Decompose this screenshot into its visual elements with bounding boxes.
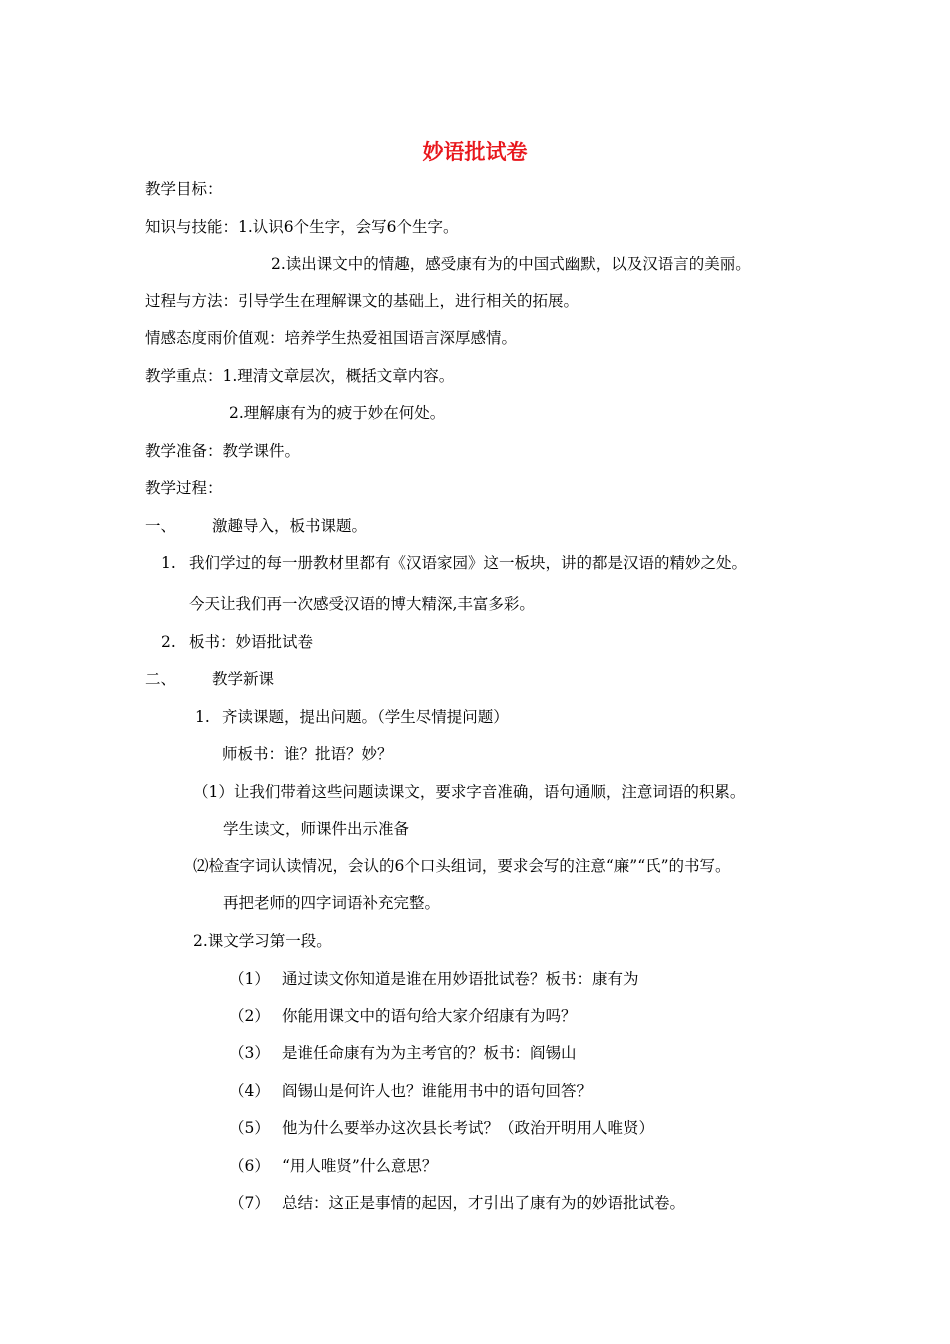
- list-number: 1.: [195, 708, 210, 726]
- question-text: 是谁任命康有为为主考官的？板书：阎锡山: [282, 1044, 577, 1062]
- process-heading: 教学过程：: [145, 479, 223, 497]
- list-text: 我们学过的每一册教材里都有《汉语家园》这一板块，讲的都是汉语的精妙之处。: [189, 554, 748, 572]
- question-text: 你能用课文中的语句给大家介绍康有为吗？: [282, 1007, 577, 1025]
- question-number: （3）: [229, 1044, 270, 1062]
- question-number: （6）: [229, 1157, 270, 1175]
- section-1-item-1-cont: 今天让我们再一次感受汉语的博大精深,丰富多彩。: [189, 595, 535, 613]
- section-2-text: 教学新课: [212, 670, 275, 688]
- step-2-cont: 再把老师的四字词语补充完整。: [223, 894, 441, 912]
- knowledge-skills: 知识与技能：1.认识6个生字，会写6个生字。: [145, 218, 459, 236]
- objectives-heading: 教学目标：: [145, 180, 223, 198]
- section-2-number: 二、: [145, 670, 177, 688]
- list-number: 2.: [161, 633, 176, 651]
- question-number: （4）: [229, 1082, 270, 1100]
- question-number: （2）: [229, 1007, 270, 1025]
- section-2-item-2: 2.课文学习第一段。: [193, 932, 332, 950]
- step-1: （1）让我们带着这些问题读课文，要求字音准确，语句通顺，注意词语的积累。: [193, 783, 746, 801]
- list-text: 板书：妙语批试卷: [189, 633, 314, 651]
- list-text: 齐读课题，提出问题。（学生尽情提问题）: [222, 708, 509, 726]
- question-number: （7）: [229, 1194, 270, 1212]
- question-number: （1）: [229, 970, 270, 988]
- question-text: 通过读文你知道是谁在用妙语批试卷？板书：康有为: [282, 970, 639, 988]
- section-1-text: 激趣导入，板书课题。: [212, 517, 368, 535]
- preparation: 教学准备：教学课件。: [145, 442, 301, 460]
- key-points: 教学重点：1.理清文章层次，概括文章内容。: [145, 367, 455, 385]
- question-text: 他为什么要举办这次县长考试？（政治开明用人唯贤）: [282, 1119, 655, 1137]
- board-writing: 师板书：谁？批语？妙？: [222, 745, 393, 763]
- knowledge-skills-2: 2.读出课文中的情趣，感受康有为的中国式幽默，以及汉语言的美丽。: [271, 255, 751, 273]
- list-number: 1.: [161, 554, 176, 572]
- document-title: 妙语批试卷: [422, 139, 528, 164]
- question-text: 总结：这正是事情的起因，才引出了康有为的妙语批试卷。: [282, 1194, 686, 1212]
- question-number: （5）: [229, 1119, 270, 1137]
- question-text: 阎锡山是何许人也？谁能用书中的语句回答？: [282, 1082, 593, 1100]
- key-points-2: 2.理解康有为的疲于妙在何处。: [229, 404, 446, 422]
- section-1-number: 一、: [145, 517, 177, 535]
- emotion-values: 情感态度雨价值观：培养学生热爱祖国语言深厚感情。: [145, 329, 518, 347]
- process-method: 过程与方法：引导学生在理解课文的基础上，进行相关的拓展。: [145, 292, 580, 310]
- step-1-cont: 学生读文，师课件出示准备: [223, 820, 410, 838]
- question-text: “用人唯贤”什么意思？: [282, 1157, 438, 1175]
- step-2: ⑵检查字词认读情况，会认的6个口头组词，要求会写的注意“廉”“氏”的书写。: [193, 857, 731, 875]
